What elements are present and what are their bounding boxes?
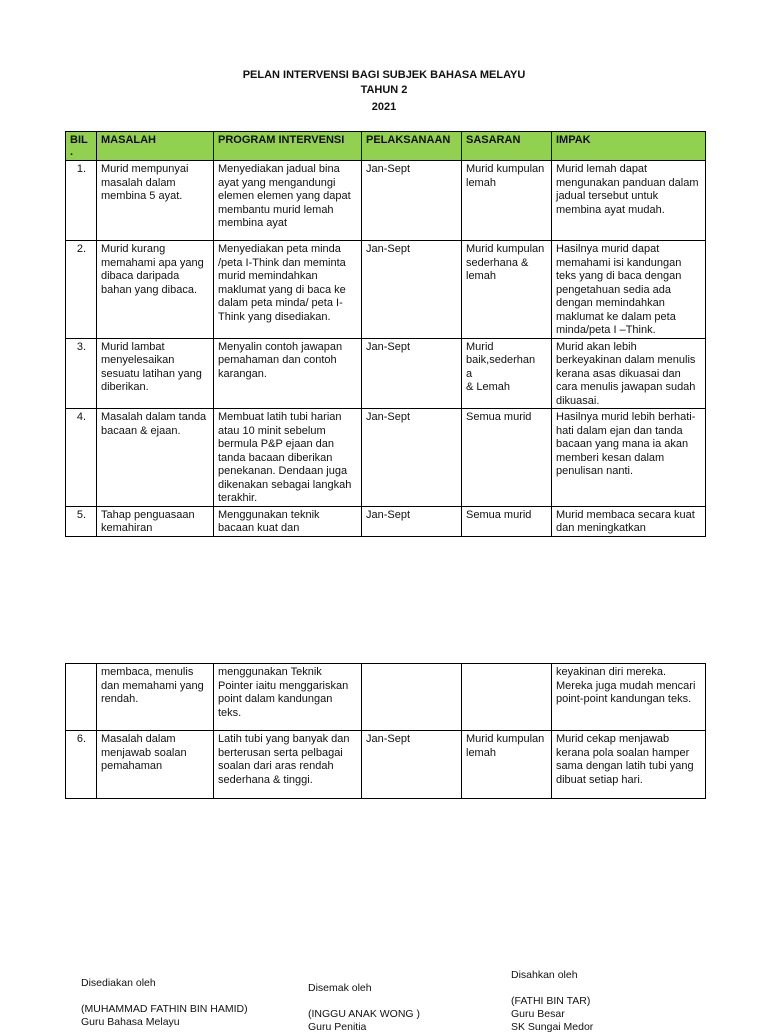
cell-sasaran: Semua murid [462,409,552,507]
doc-subtitle-year-level: TAHUN 2 [360,84,408,96]
table-row [66,338,706,409]
table-row [66,664,706,731]
cell-program: Menggunakan teknik bacaan kuat dan [214,506,362,536]
cell-pelaksanaan: Jan-Sept [362,338,462,409]
col-header-program: PROGRAM INTERVENSI [214,132,362,161]
cell-pelaksanaan: Jan-Sept [362,506,462,536]
cell-bil: 6. [66,731,97,799]
cell-masalah: membaca, menulis dan memahami yang rendah. [97,664,214,731]
cell-pelaksanaan: Jan-Sept [362,409,462,507]
table-row [66,506,706,536]
col-header-sasaran: SASARAN [462,132,552,161]
cell-sasaran: Murid baik,sederhan a & Lemah [462,338,552,409]
cell-impak: Murid membaca secara kuat dan meningkatkan [552,506,706,536]
cell-impak: Murid lemah dapat mengunakan panduan dalam jadual tersebut untuk membina ayat mudah. [552,161,706,241]
col-header-bil: BIL . [66,132,97,161]
cell-sasaran: Murid kumpulan lemah [462,161,552,241]
cell-impak: Murid akan lebih berkeyakinan dalam menulis kerana asas dikuasai dan cara menulis jawapan sudah dikuasai. [552,338,706,409]
signature-approved-by: Disahkan oleh (FATHI BIN TAR) Guru Besar SK Sungai Medor [511,969,594,1033]
cell-bil: 3. [66,338,97,409]
cell-masalah: Tahap penguasaan kemahiran [97,506,214,536]
cell-masalah: Masalah dalam tanda bacaan & ejaan. [97,409,214,507]
table-row [66,409,706,507]
cell-pelaksanaan: Jan-Sept [362,241,462,339]
cell-masalah: Murid kurang memahami apa yang dibaca daripada bahan yang dibaca. [97,241,214,339]
col-header-pelaksanaan: PELAKSANAAN [362,132,462,161]
cell-masalah: Masalah dalam menjawab soalan pemahaman [97,731,214,799]
cell-program: Menyediakan peta minda /peta I-Think dan meminta murid memindahkan maklumat yang di baca ke dalam peta minda/ peta I-Think yang disediakan. [214,241,362,339]
cell-program: Membuat latih tubi harian atau 10 minit sebelum bermula P&P ejaan dan tanda bacaan diberikan penekanan. Dendaan juga dikenakan sebagai langkah terakhir. [214,409,362,507]
doc-title: PELAN INTERVENSI BAGI SUBJEK BAHASA MELAYU [242,69,526,81]
cell-sasaran: Murid kumpulan lemah [462,731,552,799]
cell-bil: 1. [66,161,97,241]
cell-program: menggunakan Teknik Pointer iaitu menggariskan point dalam kandungan teks. [214,664,362,731]
cell-impak: Murid cekap menjawab kerana pola soalan hamper sama dengan latih tubi yang dibuat setiap hari. [552,731,706,799]
cell-program: Menyediakan jadual bina ayat yang mengandungi elemen elemen yang dapat membantu murid lemah membina ayat [214,161,362,241]
cell-masalah: Murid mempunyai masalah dalam membina 5 ayat. [97,161,214,241]
intervention-table [65,131,706,537]
cell-bil: 4. [66,409,97,507]
cell-sasaran [462,664,552,731]
table-row [66,161,706,241]
cell-impak: Hasilnya murid lebih berhati-hati dalam ejan dan tanda bacaan yang mana ia akan memberi kesan dalam penulisan nanti. [552,409,706,507]
table-row [66,241,706,339]
cell-program: Menyalin contoh jawapan pemahaman dan contoh karangan. [214,338,362,409]
cell-pelaksanaan: Jan-Sept [362,161,462,241]
col-header-impak: IMPAK [552,132,706,161]
signature-prepared-by: Disediakan oleh (MUHAMMAD FATHIN BIN HAMID) Guru Bahasa Melayu [81,977,248,1028]
cell-masalah: Murid lambat menyelesaikan sesuatu latihan yang diberikan. [97,338,214,409]
cell-bil: 2. [66,241,97,339]
cell-sasaran: Semua murid [462,506,552,536]
cell-pelaksanaan [362,664,462,731]
table-header-row [66,132,706,161]
cell-impak: Hasilnya murid dapat memahami isi kandungan teks yang di baca dengan pengetahuan sedia ada dengan memindahkan maklumat ke dalam peta minda/peta I –Think. [552,241,706,339]
table-row [66,731,706,799]
cell-bil: 5. [66,506,97,536]
cell-sasaran: Murid kumpulan sederhana & lemah [462,241,552,339]
intervention-table-continued [65,663,706,799]
col-header-masalah: MASALAH [97,132,214,161]
cell-pelaksanaan: Jan-Sept [362,731,462,799]
cell-impak: keyakinan diri mereka. Mereka juga mudah mencari point-point kandungan teks. [552,664,706,731]
cell-bil [66,664,97,731]
doc-subtitle-year: 2021 [371,101,397,113]
cell-program: Latih tubi yang banyak dan berterusan serta pelbagai soalan dari aras rendah sederhana & tinggi. [214,731,362,799]
signature-checked-by: Disemak oleh (INGGU ANAK WONG ) Guru Penitia [308,982,421,1033]
